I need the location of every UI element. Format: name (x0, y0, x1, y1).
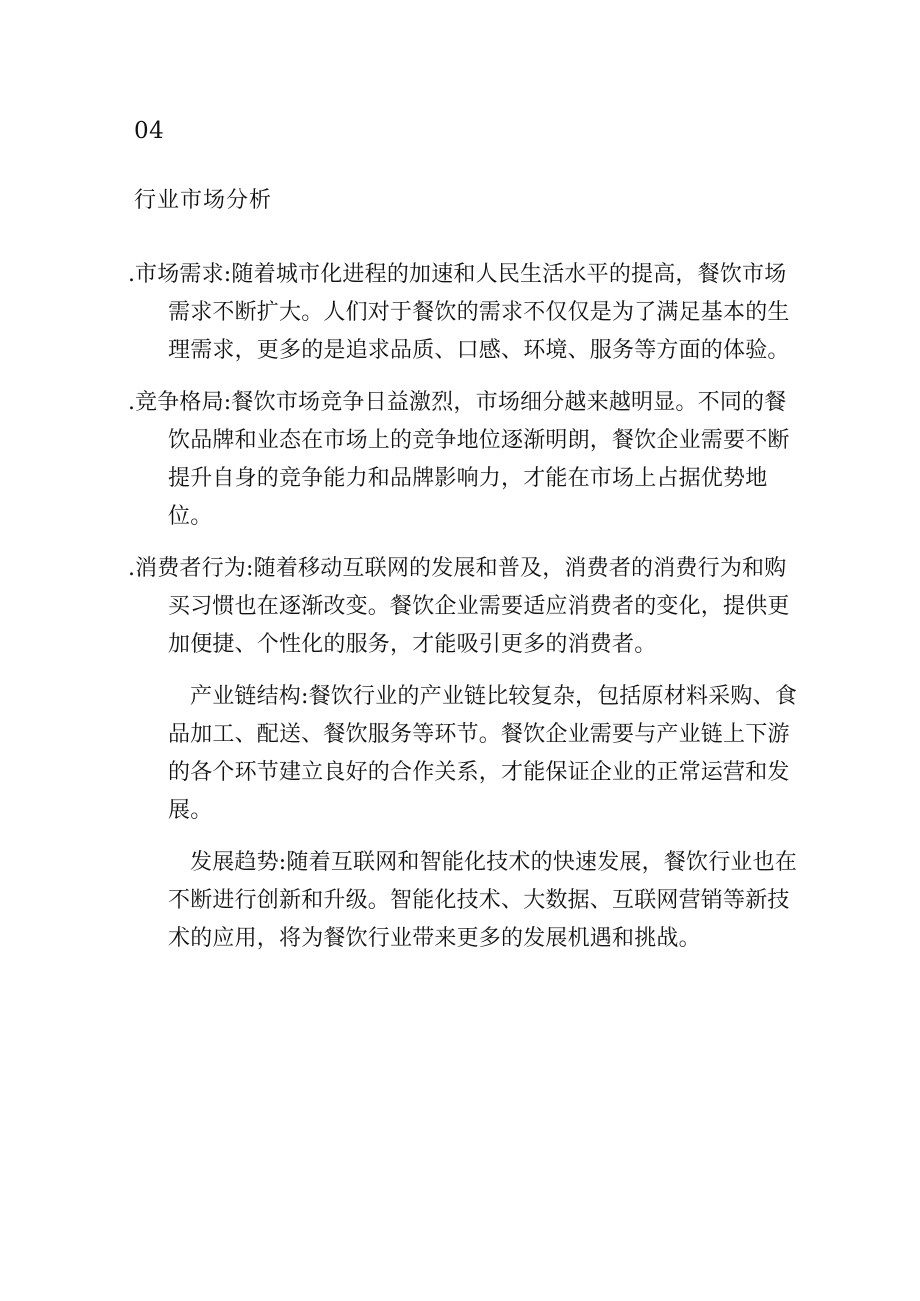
item-label: 市场需求: (135, 262, 232, 287)
item-prefix: . (128, 262, 135, 287)
item-text: 随着移动互联网的发展和普及，消费者的消费行为和购买习惯也在逐渐改变。餐饮企业需要适应消费者的变化，提供更加便捷、个性化的服务，才能吸引更多的消费者。 (168, 556, 790, 657)
list-item-consumer-behavior (128, 550, 808, 664)
item-label: 消费者行为: (135, 556, 254, 581)
item-prefix: . (128, 556, 135, 581)
list-item-market-demand (128, 256, 808, 370)
analysis-list (128, 256, 808, 972)
item-text: 随着互联网和智能化技术的快速发展，餐饮行业也在不断进行创新和升级。智能化技术、大数据、互联网营销等新技术的应用，将为餐饮行业带来更多的发展机遇和挑战。 (168, 850, 798, 951)
list-item-competition (128, 384, 808, 536)
item-prefix: . (128, 390, 135, 415)
item-text: 随着城市化进程的加速和人民生活水平的提高，餐饮市场需求不断扩大。人们对于餐饮的需求不仅仅是为了满足基本的生理需求，更多的是追求品质、口感、环境、服务等方面的体验。 (168, 262, 790, 363)
item-label: 发展趋势: (190, 850, 287, 875)
item-text: 餐饮市场竞争日益激烈，市场细分越来越明显。不同的餐饮品牌和业态在市场上的竞争地位逐渐明朗，餐饮企业需要不断提升自身的竞争能力和品牌影响力，才能在市场上占据优势地位。 (168, 390, 790, 529)
item-text: 餐饮行业的产业链比较复杂，包括原材料采购、食品加工、配送、餐饮服务等环节。餐饮企业需要与产业链上下游的各个环节建立良好的合作关系，才能保证企业的正常运营和发展。 (168, 684, 798, 823)
section-title: 行业市场分析 (134, 188, 273, 213)
item-label: 竞争格局: (135, 390, 232, 415)
item-label: 产业链结构: (190, 684, 309, 709)
list-item-industry-chain (128, 678, 808, 830)
section-number: 04 (134, 118, 165, 144)
list-item-trends (128, 844, 808, 958)
